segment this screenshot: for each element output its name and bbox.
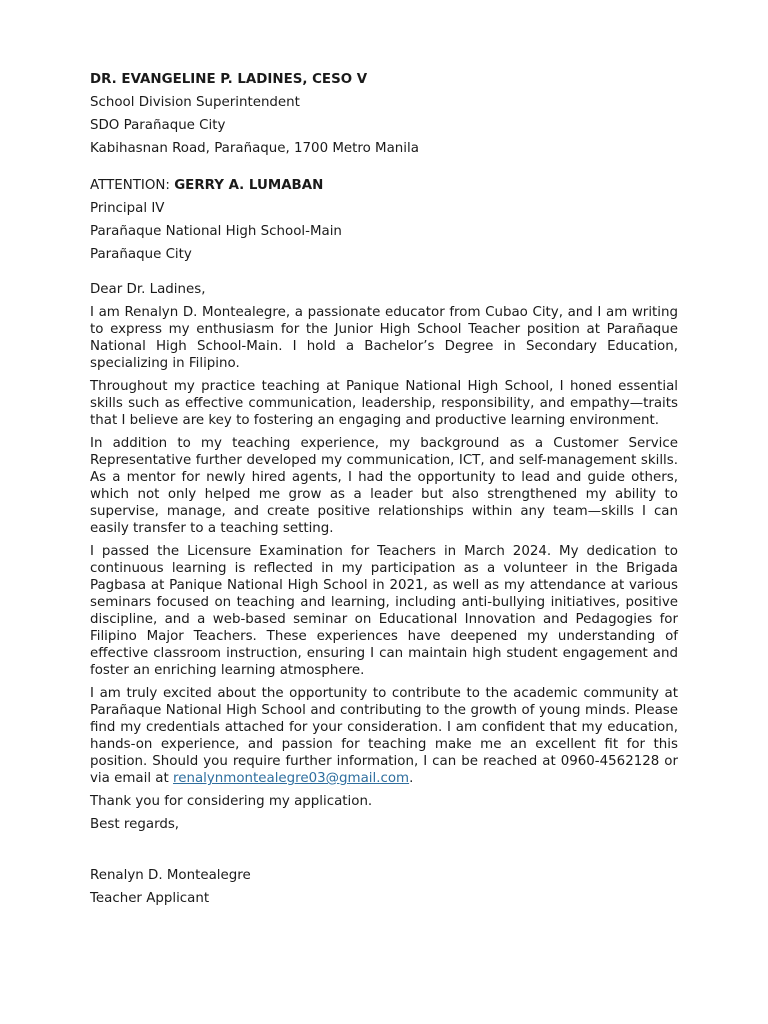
attention-school: Parañaque National High School-Main (90, 224, 342, 239)
recipient-name: DR. EVANGELINE P. LADINES, CESO V (90, 72, 368, 87)
recipient-title: School Division Superintendent (90, 95, 300, 110)
recipient-address: Kabihasnan Road, Parañaque, 1700 Metro Manila (90, 141, 419, 156)
attention-city: Parañaque City (90, 247, 192, 262)
attention-line (90, 177, 678, 194)
body-paragraph-4: I passed the Licensure Examination for Teachers in March 2024. My dedication to continuous learning is reflected in my participation as a volunteer in the Brigada Pagbasa at Panique National High School in 2021, as well as my attendance at various seminars focused on teaching and learning, including anti-bullying initiatives, positive discipline, and a web-based seminar on Educational Innovation and Pedagogies for Filipino Major Teachers. These experiences have deepened my understanding of effective classroom instruction, ensuring I can maintain high student engagement and foster an enriching learning atmosphere. (90, 544, 678, 678)
body-paragraph-5-text: I am truly excited about the opportunity to contribute to the academic community at Parañaque National High School and contributing to the growth of young minds. Please find my credentials attached for your consideration. I am confident that my education, hands-on experience, and passion for teaching make me an excellent fit for this position. Should you require further information, I can be reached at 0960-4562128 or via email at (90, 686, 678, 786)
recipient-office: SDO Parañaque City (90, 118, 226, 133)
cover-letter (90, 71, 678, 913)
signature-name: Renalyn D. Montealegre (90, 868, 251, 883)
attention-label: ATTENTION: (90, 178, 175, 193)
thanks-line: Thank you for considering my application. (90, 794, 373, 809)
body-paragraph-2: Throughout my practice teaching at Panique National High School, I honed essential skills such as effective communication, leadership, responsibility, and empathy—traits that I believe are key to fostering an engaging and productive learning environment. (90, 379, 678, 428)
attention-title: Principal IV (90, 201, 165, 216)
body-paragraph-1: I am Renalyn D. Montealegre, a passionate educator from Cubao City, and I am writing to express my enthusiasm for the Junior High School Teacher position at Parañaque National High School-Main. I hold a Bachelor’s Degree in Secondary Education, specializing in Filipino. (90, 305, 678, 371)
salutation: Dear Dr. Ladines, (90, 282, 206, 297)
email-link[interactable]: renalynmontealegre03@gmail.com (173, 771, 410, 786)
signature-role: Teacher Applicant (90, 891, 210, 906)
attention-name: GERRY A. LUMABAN (174, 178, 324, 193)
body-paragraph-5-end: . (409, 771, 414, 786)
body-paragraph-3: In addition to my teaching experience, my background as a Customer Service Representative further developed my communication, ICT, and self-management skills. As a mentor for newly hired agents, I had the opportunity to lead and guide others, which not only helped me grow as a leader but also strengthened my ability to supervise, manage, and create positive relationships within any team—skills I can easily transfer to a teaching setting. (90, 436, 678, 536)
body-paragraph-5 (90, 685, 678, 787)
closing-line: Best regards, (90, 817, 180, 832)
